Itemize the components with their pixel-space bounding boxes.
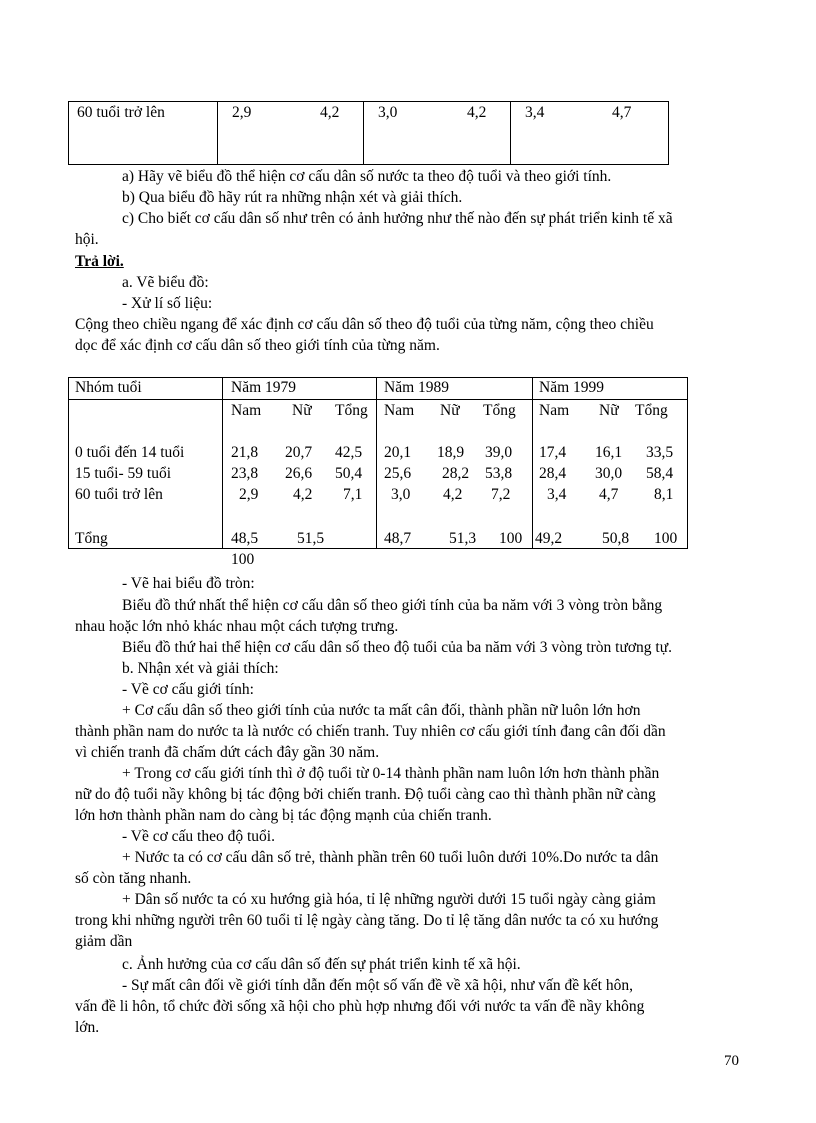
row-label-60: 60 tuổi trở lên bbox=[75, 486, 163, 503]
top-nam-1979: 2,9 bbox=[232, 104, 252, 121]
top-nam-1999: 3,4 bbox=[525, 104, 545, 121]
row-label-0-14: 0 tuổi đến 14 tuổi bbox=[75, 444, 185, 461]
value: 16,1 bbox=[595, 444, 623, 461]
value: 8,1 bbox=[654, 486, 674, 503]
value: 42,5 bbox=[335, 444, 363, 461]
body-line: - Về cơ cấu giới tính: bbox=[122, 681, 254, 698]
sub-tong: Tổng bbox=[335, 402, 368, 419]
question-b: b) Qua biểu đồ hãy rút ra những nhận xét và giải thích. bbox=[122, 189, 463, 206]
body-line: vì chiến tranh đã chấm dứt cách đây gần 30 năm. bbox=[75, 744, 380, 761]
body-line: nữ do độ tuổi nầy không bị tác động bởi chiến tranh. Độ tuổi càng cao thì thành phần nữ càng bbox=[75, 786, 656, 803]
question-c-line1: c) Cho biết cơ cấu dân số như trên có ảnh hưởng như thế nào đến sự phát triển kinh tế xã bbox=[122, 210, 673, 227]
sub-nu: Nữ bbox=[599, 402, 619, 419]
row-labels-cell bbox=[69, 400, 223, 549]
body-line: số còn tăng nhanh. bbox=[75, 870, 192, 887]
value: 18,9 bbox=[437, 444, 465, 461]
sub-tong: Tổng bbox=[635, 402, 668, 419]
header-year-1989 bbox=[377, 378, 533, 400]
sub-nu: Nữ bbox=[440, 402, 460, 419]
body-line: + Trong cơ cấu giới tính thì ở độ tuổi từ 0-14 thành phần nam luôn lớn hơn thành phần bbox=[122, 765, 660, 782]
body-line: lớn hơn thành phần nam do càng bị tác động mạnh của chiến tranh. bbox=[75, 807, 492, 824]
value: 100 bbox=[231, 551, 255, 568]
sub-nam: Nam bbox=[384, 402, 415, 419]
value: 26,6 bbox=[285, 465, 313, 482]
year-1979: Năm 1979 bbox=[231, 379, 297, 396]
value: 53,8 bbox=[485, 465, 513, 482]
data-cell-1989 bbox=[377, 400, 533, 549]
value: 25,6 bbox=[384, 465, 412, 482]
value: 23,8 bbox=[231, 465, 259, 482]
value: 4,7 bbox=[599, 486, 619, 503]
body-line: Biểu đồ thứ hai thể hiện cơ cấu dân số theo độ tuổi của ba năm với 3 vòng tròn tương tự. bbox=[122, 639, 672, 656]
top-nu-1999: 4,7 bbox=[612, 104, 632, 121]
value: 51,5 bbox=[297, 530, 325, 547]
value: 7,1 bbox=[343, 486, 363, 503]
header-year-1979 bbox=[223, 378, 377, 400]
row-label-15-59: 15 tuổi- 59 tuổi bbox=[75, 465, 172, 482]
value: 20,7 bbox=[285, 444, 313, 461]
value: 49,2 bbox=[535, 530, 563, 547]
body-line: - Sự mất cân đối về giới tính dẫn đến một số vấn đề về xã hội, như vấn đề kết hôn, bbox=[122, 977, 633, 994]
page-number: 70 bbox=[724, 1053, 739, 1069]
xu-li: - Xử lí số liệu: bbox=[122, 295, 213, 312]
row-label-tong: Tổng bbox=[75, 530, 108, 547]
value: 3,4 bbox=[547, 486, 567, 503]
value: 20,1 bbox=[384, 444, 412, 461]
top-table-label: 60 tuổi trở lên bbox=[77, 104, 165, 121]
answer-a: a. Vẽ biểu đồ: bbox=[122, 274, 209, 291]
answer-heading: Trả lời. bbox=[75, 253, 124, 270]
cong-line2: dọc để xác định cơ cấu dân số theo giới tính của từng năm. bbox=[75, 337, 440, 354]
value: 30,0 bbox=[595, 465, 623, 482]
value: 48,5 bbox=[231, 530, 259, 547]
top-nu-1979: 4,2 bbox=[320, 104, 340, 121]
body-line: + Nước ta có cơ cấu dân số trẻ, thành phần trên 60 tuổi luôn dưới 10%.Do nước ta dân bbox=[122, 849, 659, 866]
value: 58,4 bbox=[646, 465, 674, 482]
value: 4,2 bbox=[293, 486, 313, 503]
col0-header: Nhóm tuổi bbox=[75, 379, 142, 396]
top-nam-1989: 3,0 bbox=[378, 104, 398, 121]
data-cell-1999 bbox=[533, 400, 688, 549]
population-table bbox=[68, 377, 688, 568]
value: 33,5 bbox=[646, 444, 674, 461]
body-line: - Về cơ cấu theo độ tuổi. bbox=[122, 828, 275, 845]
body-line: lớn. bbox=[75, 1019, 100, 1036]
sub-tong: Tổng bbox=[483, 402, 516, 419]
value: 7,2 bbox=[491, 486, 511, 503]
value: 28,4 bbox=[539, 465, 567, 482]
cong-line1: Cộng theo chiều ngang để xác định cơ cấu dân số theo độ tuổi của từng năm, cộng theo chiều bbox=[75, 316, 654, 333]
top-table-cell-1989 bbox=[364, 102, 511, 165]
value: 21,8 bbox=[231, 444, 259, 461]
question-c-line2: hội. bbox=[75, 231, 99, 248]
body-line: trong khi những người trên 60 tuổi tỉ lệ ngày càng tăng. Do tỉ lệ tăng dân nước ta có xu hướng bbox=[75, 912, 659, 929]
body-line: - Vẽ hai biểu đồ tròn: bbox=[122, 575, 255, 592]
value: 17,4 bbox=[539, 444, 567, 461]
year-1999: Năm 1999 bbox=[539, 379, 605, 396]
body-line: nhau hoặc lớn nhỏ khác nhau một cách tượng trưng. bbox=[75, 618, 399, 635]
value: 39,0 bbox=[485, 444, 513, 461]
sub-nam: Nam bbox=[539, 402, 570, 419]
value: 48,7 bbox=[384, 530, 412, 547]
body-line: b. Nhận xét và giải thích: bbox=[122, 660, 279, 677]
value: 2,9 bbox=[239, 486, 259, 503]
value: 4,2 bbox=[443, 486, 463, 503]
top-table-label-cell bbox=[69, 102, 218, 165]
top-table-cell-1999 bbox=[511, 102, 669, 165]
value: 100 bbox=[499, 530, 523, 547]
sub-nam: Nam bbox=[231, 402, 262, 419]
header-nhom-tuoi bbox=[69, 378, 223, 400]
body-line: + Cơ cấu dân số theo giới tính của nước ta mất cân đối, thành phần nữ luôn lớn hơn bbox=[122, 702, 641, 719]
sub-nu: Nữ bbox=[292, 402, 312, 419]
data-cell-1979 bbox=[223, 400, 377, 568]
body-line: + Dân số nước ta có xu hướng già hóa, tỉ lệ những người dưới 15 tuổi ngày càng giảm bbox=[122, 891, 656, 908]
value: 50,8 bbox=[602, 530, 630, 547]
value: 51,3 bbox=[449, 530, 477, 547]
body-line: vấn đề li hôn, tổ chức đời sống xã hội cho phù hợp nhưng đối với nước ta vấn đề nầy không bbox=[75, 998, 645, 1015]
value: 28,2 bbox=[442, 465, 470, 482]
body-line: Biểu đồ thứ nhất thể hiện cơ cấu dân số theo giới tính của ba năm với 3 vòng tròn bằng bbox=[122, 597, 663, 614]
top-nu-1989: 4,2 bbox=[467, 104, 487, 121]
header-year-1999 bbox=[533, 378, 688, 400]
top-table-cell-1979 bbox=[218, 102, 364, 165]
body-line: c. Ảnh hưởng của cơ cấu dân số đến sự phát triển kinh tế xã hội. bbox=[122, 956, 521, 973]
top-table bbox=[68, 101, 669, 165]
year-1989: Năm 1989 bbox=[384, 379, 450, 396]
body-line: giảm dần bbox=[75, 933, 133, 950]
value: 3,0 bbox=[391, 486, 411, 503]
question-a: a) Hãy vẽ biểu đồ thể hiện cơ cấu dân số nước ta theo độ tuổi và theo giới tính. bbox=[122, 168, 612, 185]
body-line: thành phần nam do nước ta là nước có chiến tranh. Tuy nhiên cơ cấu giới tính đang cân đối dần bbox=[75, 723, 666, 740]
value: 50,4 bbox=[335, 465, 363, 482]
value: 100 bbox=[654, 530, 678, 547]
